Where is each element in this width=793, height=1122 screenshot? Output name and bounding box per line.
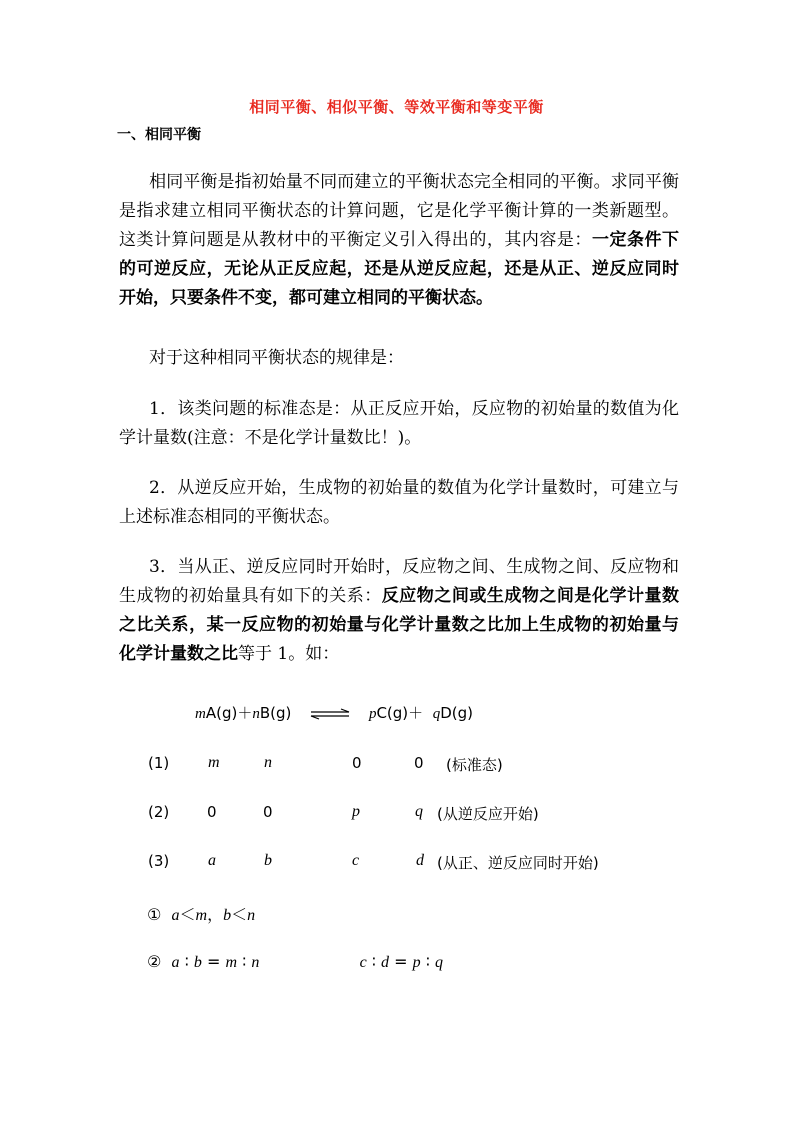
paragraph-rules-intro <box>119 344 679 373</box>
cell-a: 0 <box>207 803 217 821</box>
table-row <box>0 803 793 827</box>
cell-b: 0 <box>263 803 273 821</box>
cell-c: p <box>352 803 360 820</box>
cell-a: a <box>208 852 216 869</box>
less-than: ＜ <box>179 905 196 924</box>
condition-2 <box>147 952 443 972</box>
species-b: B(g) <box>259 704 292 722</box>
paragraph-rule-1 <box>119 395 679 453</box>
var-b: b <box>193 954 202 971</box>
ratio-colon: ∶ <box>184 952 189 971</box>
cell-d: q <box>415 803 423 820</box>
circled-number: ② <box>147 952 162 971</box>
cell-b: b <box>264 852 272 869</box>
cell-d: 0 <box>414 754 424 772</box>
species-a: A(g)＋ <box>205 704 253 722</box>
comma: ， <box>207 905 224 924</box>
paragraph-text: 1．该类问题的标准态是：从正反应开始，反应物的初始量的数值为化学计量数(注意：不是化学计量数比！)。 <box>119 399 679 448</box>
cell-b: n <box>264 754 272 771</box>
var-b: b <box>223 907 232 924</box>
paragraph-rule-2 <box>119 474 679 532</box>
paragraph-text: 2．从逆反应开始，生成物的初始量的数值为化学计量数时，可建立与上述标准态相同的平衡状态。 <box>119 478 679 527</box>
var-p: p <box>412 954 421 971</box>
circled-number: ① <box>147 905 162 924</box>
section-heading: 一、相同平衡 <box>117 127 201 143</box>
var-n: n <box>247 907 256 924</box>
species-c: C(g)＋ <box>376 704 424 722</box>
var-a: a <box>171 907 180 924</box>
cell-c: 0 <box>352 754 362 772</box>
document-title: 相同平衡、相似平衡、等效平衡和等变平衡 <box>249 98 544 116</box>
table-row <box>0 852 793 876</box>
row-note: (从正、逆反应同时开始) <box>437 854 599 872</box>
ratio-colon: ∶ <box>242 952 247 971</box>
coefficient-m: m <box>195 706 206 722</box>
paragraph-text: 3．当从正、逆反应同时开始时，反应物之间、生成物之间、反应物和生成物的初始量具有如下的关系： <box>119 557 679 606</box>
row-label: (2) <box>148 803 170 821</box>
less-than: ＜ <box>231 905 248 924</box>
paragraph-bold-text: 一定条件下的可逆反应，无论从正反应起，还是从逆反应起，还是从正、逆反应同时开始，只要条件不变，都可建立相同的平衡状态。 <box>119 230 680 308</box>
paragraph-text: 对于这种相同平衡状态的规律是： <box>149 348 404 368</box>
species-d: D(g) <box>440 704 473 722</box>
row-label: (1) <box>148 754 170 772</box>
coefficient-n: n <box>252 706 260 722</box>
var-n: n <box>251 954 260 971</box>
row-label: (3) <box>148 852 170 870</box>
var-c: c <box>359 954 367 971</box>
var-m: m <box>195 907 208 924</box>
cell-d: d <box>416 852 424 869</box>
var-d: d <box>381 954 390 971</box>
ratio-colon: ∶ <box>371 952 376 971</box>
equals: = <box>394 952 408 971</box>
table-row <box>0 754 793 778</box>
coefficient-p: p <box>368 706 377 722</box>
equilibrium-arrow-icon <box>310 708 350 720</box>
paragraph-rule-3 <box>119 553 679 669</box>
var-m: m <box>225 954 238 971</box>
row-note: (标准态) <box>446 756 503 774</box>
coefficient-q: q <box>432 706 441 722</box>
condition-1 <box>147 902 255 925</box>
reaction-equation <box>195 702 473 723</box>
paragraph-tail-text: 等于 1。如： <box>238 644 340 664</box>
paragraph-definition <box>119 168 679 313</box>
var-a: a <box>171 954 180 971</box>
row-note: (从逆反应开始) <box>437 805 539 823</box>
var-q: q <box>435 954 443 971</box>
cell-c: c <box>352 852 360 869</box>
paragraph-bold-text: 反应物之间或生成物之间是化学计量数之比关系，某一反应物的初始量与化学计量数之比加上生成物的初始量与化学计量数之比 <box>119 586 680 664</box>
cell-a: m <box>208 754 220 771</box>
paragraph-text: 相同平衡是指初始量不同而建立的平衡状态完全相同的平衡。求同平衡是指求建立相同平衡状态的计算问题，它是化学平衡计算的一类新题型。这类计算问题是从教材中的平衡定义引入得出的，其内容是： <box>119 172 679 250</box>
equals: = <box>206 952 221 971</box>
ratio-colon: ∶ <box>425 952 430 971</box>
